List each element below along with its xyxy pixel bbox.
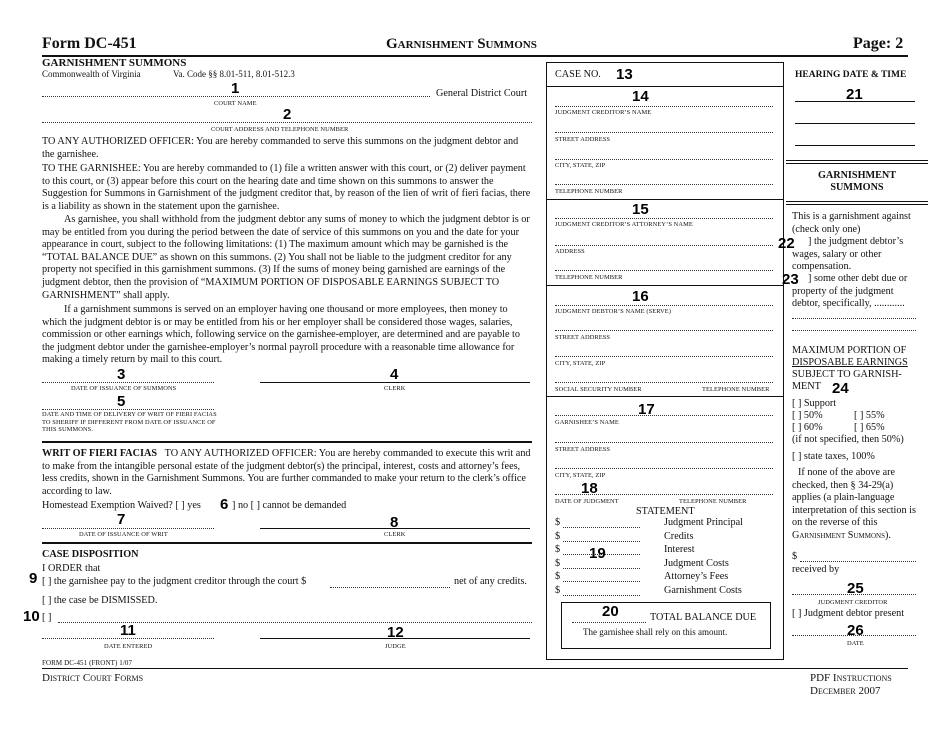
jc-atty-line[interactable]	[555, 218, 773, 219]
date-writ-line[interactable]	[42, 528, 214, 529]
statement-dollar: $	[555, 557, 561, 569]
tel4-caption: TELEPHONE NUMBER	[679, 498, 747, 505]
date-issuance-caption: DATE OF ISSUANCE OF SUMMONS	[71, 385, 177, 392]
homestead-b: ] no [ ] cannot be demanded	[232, 500, 347, 511]
rely-note: The garnishee shall rely on this amount.	[583, 627, 728, 637]
field-number-10: 10	[23, 608, 40, 625]
statement-row-label: Interest	[664, 544, 695, 555]
field-number-13: 13	[616, 66, 633, 83]
field-number-5: 5	[117, 393, 126, 410]
writ-text: TO ANY AUTHORIZED OFFICER: You are hereby commanded to execute this writ and to make from the intangible personal estate of the judgment debtor(s) the principal, interest, costs and attorney’s fees, less credits, shown in the Garnishment Summons. You are further commanded to make your return to the clerk’s office according to law.	[42, 448, 531, 497]
footer-rule	[42, 668, 908, 669]
none-paragraph-text: If none of the above are checked, then § 34-29(a) applies (a plain-language interpretation of this section is on the reverse of this	[792, 467, 916, 529]
p65-option[interactable]: [ ] 65%	[854, 422, 885, 433]
date-issuance-line[interactable]	[42, 382, 214, 383]
field-number-19: 19	[589, 545, 606, 562]
left-title: GARNISHMENT SUMMONS	[42, 57, 187, 69]
clerk-caption: CLERK	[384, 385, 406, 392]
p55-option[interactable]: [ ] 55%	[854, 410, 885, 421]
date-judgment-caption: DATE OF JUDGMENT	[555, 498, 619, 505]
tel2-line[interactable]	[555, 270, 773, 271]
footer-right-2: December 2007	[810, 685, 881, 697]
jd-present-option[interactable]: [ ] Judgment debtor present	[792, 608, 905, 619]
right-rule-1b	[786, 163, 928, 164]
atty-rule	[546, 285, 784, 286]
hearing-line-2[interactable]	[795, 123, 915, 124]
statement-amount-line[interactable]	[563, 568, 640, 569]
p60-option[interactable]: [ ] 60%	[792, 422, 823, 433]
p50-option[interactable]: [ ] 50%	[792, 410, 823, 421]
hearing-line-3[interactable]	[795, 145, 915, 146]
other-debt-option[interactable]: ] some other debt due or property of the judgment debtor, specifically, ............	[792, 273, 908, 310]
jd-name-caption: JUDGMENT DEBTOR’S NAME (SERVE)	[555, 308, 672, 315]
writ-paragraph	[42, 448, 532, 498]
gs-line-1: GARNISHMENT	[817, 170, 897, 181]
csz3-line[interactable]	[555, 356, 773, 357]
right-rule-2b	[786, 204, 928, 205]
gs-line-2: SUMMONS	[830, 182, 884, 193]
csz1-line[interactable]	[555, 159, 773, 160]
field-number-3: 3	[117, 366, 126, 383]
statement-dollar: $	[555, 544, 561, 555]
court-name-caption: COURT NAME	[214, 100, 257, 107]
field-number-8: 8	[390, 514, 399, 531]
jc-atty-caption: JUDGMENT CREDITOR’S ATTORNEY’S NAME	[555, 221, 693, 228]
statement-dollar: $	[555, 571, 561, 582]
csz4-line[interactable]	[555, 468, 773, 469]
date-entered-caption: DATE ENTERED	[104, 643, 153, 650]
csz1-caption: CITY, STATE, ZIP	[555, 162, 606, 169]
statement-label: STATEMENT	[636, 506, 695, 517]
statement-row-label: Garnishment Costs	[664, 584, 742, 596]
jc-rule	[546, 199, 784, 200]
statement-dollar: $	[555, 530, 561, 542]
none-paragraph-end: Garnishment Summons	[792, 529, 885, 541]
statement-amount-line[interactable]	[563, 581, 640, 582]
received-dollar: $	[792, 551, 798, 562]
code-citation: Va. Code §§ 8.01-511, 8.01-512.3	[173, 69, 295, 79]
i-order: I ORDER that	[42, 563, 101, 574]
field-number-1: 1	[231, 80, 240, 97]
judge-caption: JUDGE	[385, 643, 406, 650]
field-number-24: 24	[832, 380, 849, 397]
against-text: This is a garnishment against (check only one)	[792, 211, 911, 235]
form-label: Form DC-451	[42, 35, 137, 52]
page-number: Page: 2	[853, 35, 904, 52]
withhold-paragraph: As garnishee, you shall withhold from the judgment debtor any sums of money to which the judgment debtor is or may be entitled from you during the period between the date of service of this summons on you and the date for your appearance in court, subject to the following limitations: (1) The maximum amount which may be garnished is the “TOTAL BALANCE DUE” as shown on this summons. (2) You shall not be liable to the judgment creditor for any property not specified in this garnishment summons. (3) If the sums of money being garnished are earnings of the judgment debtor, then the provision of “MAXIMUM PORTION OF DISPOSABLE EARNINGS SUBJECT TO GARNISHMENT” shall apply.	[42, 214, 530, 301]
tel3-caption: TELEPHONE NUMBER	[702, 386, 770, 393]
statement-row-label: Judgment Principal	[664, 517, 743, 528]
field-number-4: 4	[390, 366, 399, 383]
street1-caption: STREET ADDRESS	[555, 136, 611, 143]
delivery-line[interactable]	[42, 409, 214, 410]
other-order[interactable]: [ ]	[42, 612, 52, 623]
court-address-caption: COURT ADDRESS AND TELEPHONE NUMBER	[211, 126, 349, 133]
none-paragraph: If none of the above are checked, then § 34-29(a) applies (a plain-language interpretation of this section is on the reverse of this Garnishment Summons).	[792, 467, 916, 541]
commonwealth: Commonwealth of Virginia	[42, 69, 141, 79]
field-number-16: 16	[632, 288, 649, 305]
net-credits: net of any credits.	[454, 576, 527, 587]
field-number-17: 17	[638, 401, 655, 418]
garnishee-caption: GARNISHEE’S NAME	[555, 419, 619, 426]
field-number-23: 23	[782, 271, 799, 288]
order-pay[interactable]: [ ] the garnishee pay to the judgment creditor through the court $	[42, 576, 307, 587]
jc-caption: JUDGMENT CREDITOR	[818, 599, 888, 606]
statement-row-label: Judgment Costs	[664, 557, 729, 569]
statement-amount-line[interactable]	[563, 595, 640, 596]
max-portion-1: MAXIMUM PORTION OF	[792, 345, 907, 356]
date-caption: DATE	[847, 640, 864, 647]
homestead-a: Homestead Exemption Waived? [ ] yes	[42, 500, 201, 511]
field-number-25: 25	[847, 580, 864, 597]
jd-name-line[interactable]	[555, 305, 773, 306]
disposition-rule	[42, 542, 532, 544]
jd-rule	[546, 396, 784, 397]
gdc-label: General District Court	[436, 88, 528, 99]
wages-option[interactable]: ] the judgment debtor’s wages, salary or other compensation.	[792, 236, 904, 273]
field-number-12: 12	[387, 624, 404, 641]
jc-name-caption: JUDGMENT CREDITOR’S NAME	[555, 109, 652, 116]
field-number-7: 7	[117, 511, 126, 528]
footer-left: District Court Forms	[42, 672, 144, 684]
form-title: Garnishment Summons	[386, 36, 537, 52]
csz3-caption: CITY, STATE, ZIP	[555, 360, 606, 367]
ssn-line[interactable]	[555, 382, 773, 383]
statement-amount-line[interactable]	[563, 541, 640, 542]
case-disposition: CASE DISPOSITION	[42, 549, 139, 560]
field-number-15: 15	[632, 201, 649, 218]
received-amount-line[interactable]	[800, 561, 916, 562]
max-portion-4: MENT	[792, 381, 821, 392]
field-number-14: 14	[632, 88, 649, 105]
officer-paragraph: TO ANY AUTHORIZED OFFICER: You are hereby commanded to serve this summons on the judgment debtor and the garnishee.	[42, 136, 519, 160]
delivery-caption: DATE AND TIME OF DELIVERY OF WRIT OF FIERI FACIAS TO SHERIFF IF DIFFERENT FROM DATE OF ISSUANCE OF THIS SUMMONS.	[42, 411, 217, 434]
garnishee-line[interactable]	[555, 415, 773, 416]
state-taxes-option[interactable]: [ ] state taxes, 100%	[792, 451, 875, 462]
street4-caption: STREET ADDRESS	[555, 446, 611, 453]
clerk-caption-2: CLERK	[384, 531, 406, 538]
received-by: received by	[792, 564, 840, 575]
address2-line[interactable]	[555, 245, 773, 246]
order-amount-line[interactable]	[330, 587, 450, 588]
field-number-21: 21	[846, 86, 863, 103]
csz4-caption: CITY, STATE, ZIP	[555, 472, 606, 479]
right-rule-2	[786, 201, 928, 202]
street3-line[interactable]	[555, 330, 773, 331]
field-number-18: 18	[581, 480, 598, 497]
field-number-2: 2	[283, 106, 292, 123]
statement-dollar: $	[555, 517, 561, 528]
statement-row-label: Attorney’s Fees	[664, 571, 729, 582]
support-option[interactable]: [ ] Support	[792, 398, 837, 409]
max-portion-2: DISPOSABLE EARNINGS	[792, 357, 908, 368]
field-number-22: 22	[778, 235, 795, 252]
employer-paragraph: If a garnishment summons is served on an employer having one thousand or more employees, then money to which the judgment debtor is or may be entitled from his or her employer shall be considered those wages, salaries, commission or other earnings which, following service on the garnishee-employer, are determined and are payable to the judgment debtor under the garnishee-employer’s normal payroll procedure with a reasonable time allowance for making a timely return by mail to this court.	[42, 304, 520, 366]
statement-row-label: Credits	[664, 530, 694, 542]
street3-caption: STREET ADDRESS	[555, 334, 611, 341]
street4-line[interactable]	[555, 442, 773, 443]
other-debt-line-1[interactable]	[792, 318, 916, 319]
total-label: TOTAL BALANCE DUE	[650, 612, 757, 623]
street1-line[interactable]	[555, 132, 773, 133]
form-footer-code: FORM DC-451 (FRONT) 1/07	[42, 659, 133, 667]
jc-name-line[interactable]	[555, 106, 773, 107]
field-number-20: 20	[602, 603, 619, 620]
case-no-label: CASE NO.	[555, 69, 601, 80]
case-no-rule	[546, 86, 784, 87]
tel1-caption: TELEPHONE NUMBER	[555, 188, 623, 195]
statement-amount-line[interactable]	[563, 527, 640, 528]
garnishee-paragraph: TO THE GARNISHEE: You are hereby commanded to (1) file a written answer with this court, or (2) deliver payment to this court, or (3) appear before this court on the hearing date and time shown on this summons to answer the Suggestion for Summons in Garnishment of the judgment creditor that, by reason of the lien of writ of fieri facias, there is a liability as shown in the statement upon the garnishee.	[42, 163, 531, 212]
field-number-26: 26	[847, 622, 864, 639]
not-specified: (if not specified, then 50%)	[792, 434, 904, 445]
field-number-6: 6	[220, 496, 229, 513]
ssn-caption: SOCIAL SECURITY NUMBER	[555, 386, 642, 393]
date-writ-caption: DATE OF ISSUANCE OF WRIT	[79, 531, 168, 538]
statement-dollar: $	[555, 584, 561, 596]
field-number-9: 9	[29, 570, 38, 587]
other-debt-line-2[interactable]	[792, 330, 916, 331]
writ-heading: WRIT OF FIERI FACIAS	[42, 448, 158, 459]
writ-rule	[42, 441, 532, 443]
dismissed[interactable]: [ ] the case be DISMISSED.	[42, 595, 158, 606]
footer-right-1: PDF Instructions	[810, 672, 892, 684]
tel2-caption: TELEPHONE NUMBER	[555, 274, 623, 281]
tel1-line[interactable]	[555, 184, 773, 185]
total-amount-line[interactable]	[572, 622, 646, 623]
hearing-label: HEARING DATE & TIME	[795, 70, 907, 80]
address2-caption: ADDRESS	[555, 248, 585, 255]
right-rule-1	[786, 160, 928, 161]
max-portion-3: SUBJECT TO GARNISH-	[792, 369, 902, 380]
field-number-11: 11	[120, 622, 136, 639]
